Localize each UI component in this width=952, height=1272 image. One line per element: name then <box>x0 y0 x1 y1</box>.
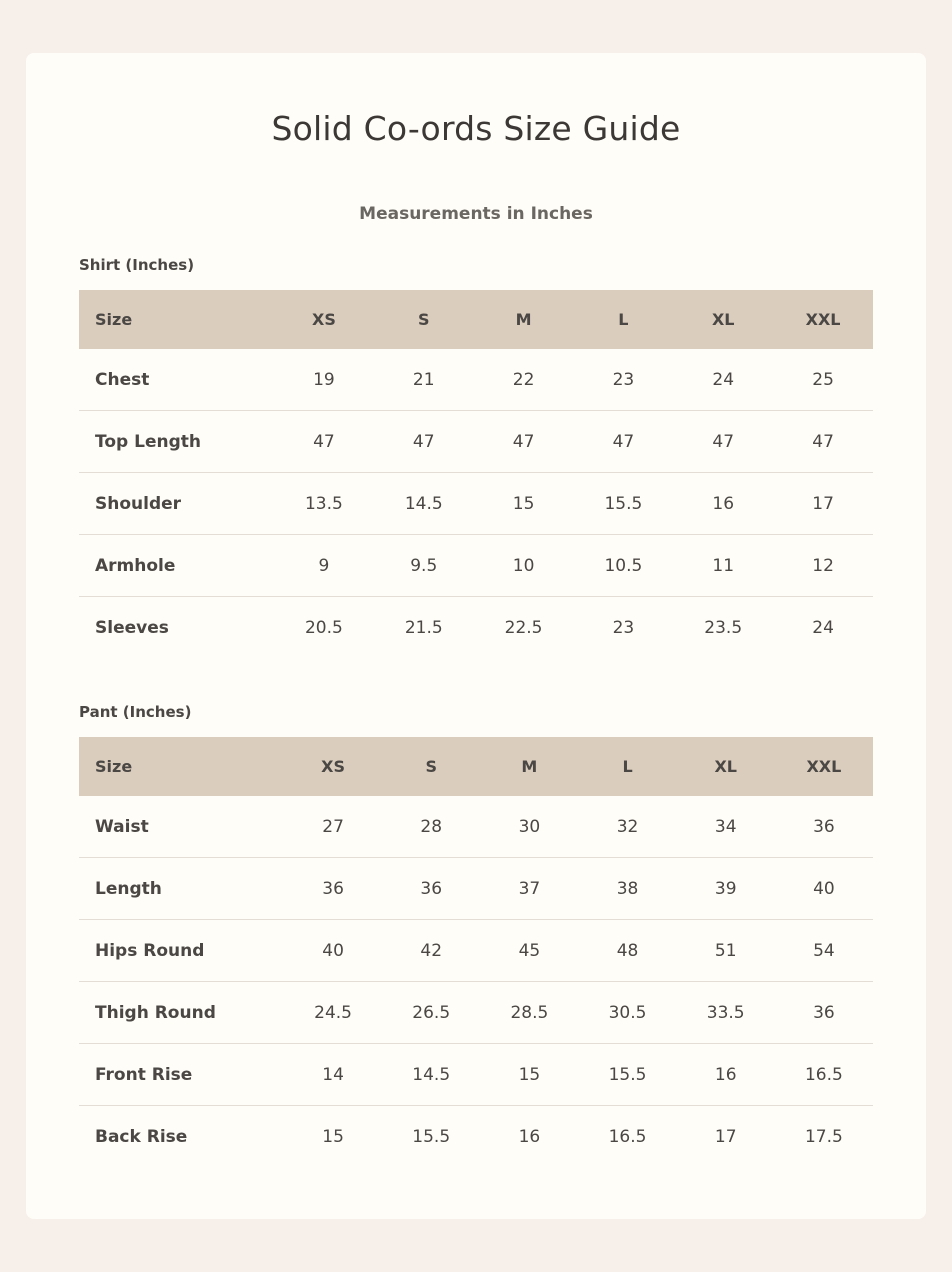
table-row <box>79 982 873 1044</box>
pant-table-header <box>79 737 873 796</box>
table-row <box>79 535 873 597</box>
table-cell: 47 <box>274 411 374 473</box>
table-cell: 24 <box>812 617 834 638</box>
table-cell: 16 <box>673 473 773 535</box>
table-cell: 51 <box>677 920 775 982</box>
header-cell: M <box>480 737 578 796</box>
page-subtitle: Measurements in Inches <box>359 204 593 224</box>
measurement-label: Chest <box>79 349 274 411</box>
table-cell: 42 <box>382 920 480 982</box>
table-cell: 32 <box>578 796 676 858</box>
header-cell: XS <box>274 290 374 349</box>
table-cell: 13.5 <box>274 473 374 535</box>
table-cell: 17 <box>773 473 873 535</box>
header-cell: Size <box>79 737 284 796</box>
table-cell: 47 <box>773 411 873 473</box>
table-cell: 36 <box>775 982 873 1044</box>
table-cell: 45 <box>480 920 578 982</box>
pant-table-body <box>79 796 873 1167</box>
pant-section-label: Pant (Inches) <box>79 703 192 721</box>
table-cell: 40 <box>775 858 873 920</box>
table-cell: 24 <box>673 349 773 411</box>
table-row <box>79 1044 873 1106</box>
measurement-label: Armhole <box>79 535 274 597</box>
table-cell: 15 <box>322 1126 344 1147</box>
table-cell: 19 <box>274 349 374 411</box>
table-row <box>79 473 873 535</box>
table-cell: 33.5 <box>677 982 775 1044</box>
header-cell: M <box>474 290 574 349</box>
shirt-table-body <box>79 349 873 658</box>
table-cell: 20.5 <box>304 617 343 638</box>
header-cell: XL <box>673 290 773 349</box>
table-cell: 21.5 <box>404 617 443 638</box>
table-cell: 14.5 <box>382 1044 480 1106</box>
table-cell: 16 <box>518 1126 541 1147</box>
header-cell: L <box>573 290 673 349</box>
shirt-size-table <box>79 290 873 658</box>
table-row <box>79 411 873 473</box>
table-cell: 54 <box>775 920 873 982</box>
table-row <box>79 858 873 920</box>
table-cell: 40 <box>284 920 382 982</box>
table-cell: 15 <box>480 1044 578 1106</box>
table-cell: 14.5 <box>374 473 474 535</box>
table-cell: 36 <box>775 796 873 858</box>
table-cell: 39 <box>677 858 775 920</box>
measurement-label: Top Length <box>79 411 274 473</box>
table-cell: 16.5 <box>775 1044 873 1106</box>
table-cell: 47 <box>374 411 474 473</box>
table-cell: 12 <box>773 535 873 597</box>
table-cell: 47 <box>573 411 673 473</box>
header-cell: XXL <box>773 290 873 349</box>
table-cell: 47 <box>673 411 773 473</box>
header-cell: XS <box>284 737 382 796</box>
table-cell: 36 <box>382 858 480 920</box>
table-cell: 14 <box>284 1044 382 1106</box>
table-cell: 28.5 <box>480 982 578 1044</box>
table-cell: 16 <box>677 1044 775 1106</box>
table-cell: 9.5 <box>374 535 474 597</box>
table-cell: 22.5 <box>504 617 543 638</box>
measurement-label: Waist <box>79 796 284 858</box>
table-row <box>79 597 873 659</box>
table-cell: 24.5 <box>284 982 382 1044</box>
table-cell: 15.5 <box>573 473 673 535</box>
table-cell: 22 <box>474 349 574 411</box>
table-cell: 28 <box>382 796 480 858</box>
measurement-label: Back Rise <box>95 1126 188 1147</box>
table-row <box>79 349 873 411</box>
header-cell: XXL <box>775 737 873 796</box>
table-cell: 26.5 <box>382 982 480 1044</box>
header-cell: S <box>382 737 480 796</box>
table-cell: 36 <box>284 858 382 920</box>
table-cell: 17.5 <box>804 1126 843 1147</box>
table-cell: 25 <box>773 349 873 411</box>
measurement-label: Front Rise <box>79 1044 284 1106</box>
table-cell: 23 <box>612 617 635 638</box>
table-cell: 16.5 <box>608 1126 647 1147</box>
header-cell: XL <box>677 737 775 796</box>
header-row <box>79 737 873 796</box>
table-cell: 15 <box>474 473 574 535</box>
page-title: Solid Co-ords Size Guide <box>271 109 681 148</box>
header-cell: L <box>578 737 676 796</box>
table-cell: 34 <box>677 796 775 858</box>
shirt-table-header <box>79 290 873 349</box>
pant-size-table <box>79 737 873 1167</box>
table-cell: 38 <box>578 858 676 920</box>
measurement-label: Thigh Round <box>79 982 284 1044</box>
table-cell: 27 <box>284 796 382 858</box>
measurement-label: Length <box>79 858 284 920</box>
table-cell: 10 <box>474 535 574 597</box>
table-cell: 48 <box>578 920 676 982</box>
shirt-section-label: Shirt (Inches) <box>79 256 195 274</box>
table-cell: 11 <box>673 535 773 597</box>
table-cell: 37 <box>480 858 578 920</box>
table-row <box>79 920 873 982</box>
table-cell: 30.5 <box>578 982 676 1044</box>
header-cell: S <box>374 290 474 349</box>
measurement-label: Hips Round <box>79 920 284 982</box>
size-guide-card <box>26 53 926 1219</box>
table-row <box>79 796 873 858</box>
table-cell: 15.5 <box>578 1044 676 1106</box>
measurement-label: Sleeves <box>95 617 169 638</box>
table-row <box>79 1106 873 1168</box>
measurement-label: Shoulder <box>79 473 274 535</box>
table-cell: 30 <box>480 796 578 858</box>
table-cell: 23.5 <box>704 617 743 638</box>
table-cell: 10.5 <box>573 535 673 597</box>
table-cell: 23 <box>573 349 673 411</box>
table-cell: 47 <box>474 411 574 473</box>
header-row <box>79 290 873 349</box>
table-cell: 15.5 <box>412 1126 451 1147</box>
table-cell: 9 <box>274 535 374 597</box>
table-cell: 21 <box>374 349 474 411</box>
table-cell: 17 <box>714 1126 737 1147</box>
header-cell: Size <box>79 290 274 349</box>
